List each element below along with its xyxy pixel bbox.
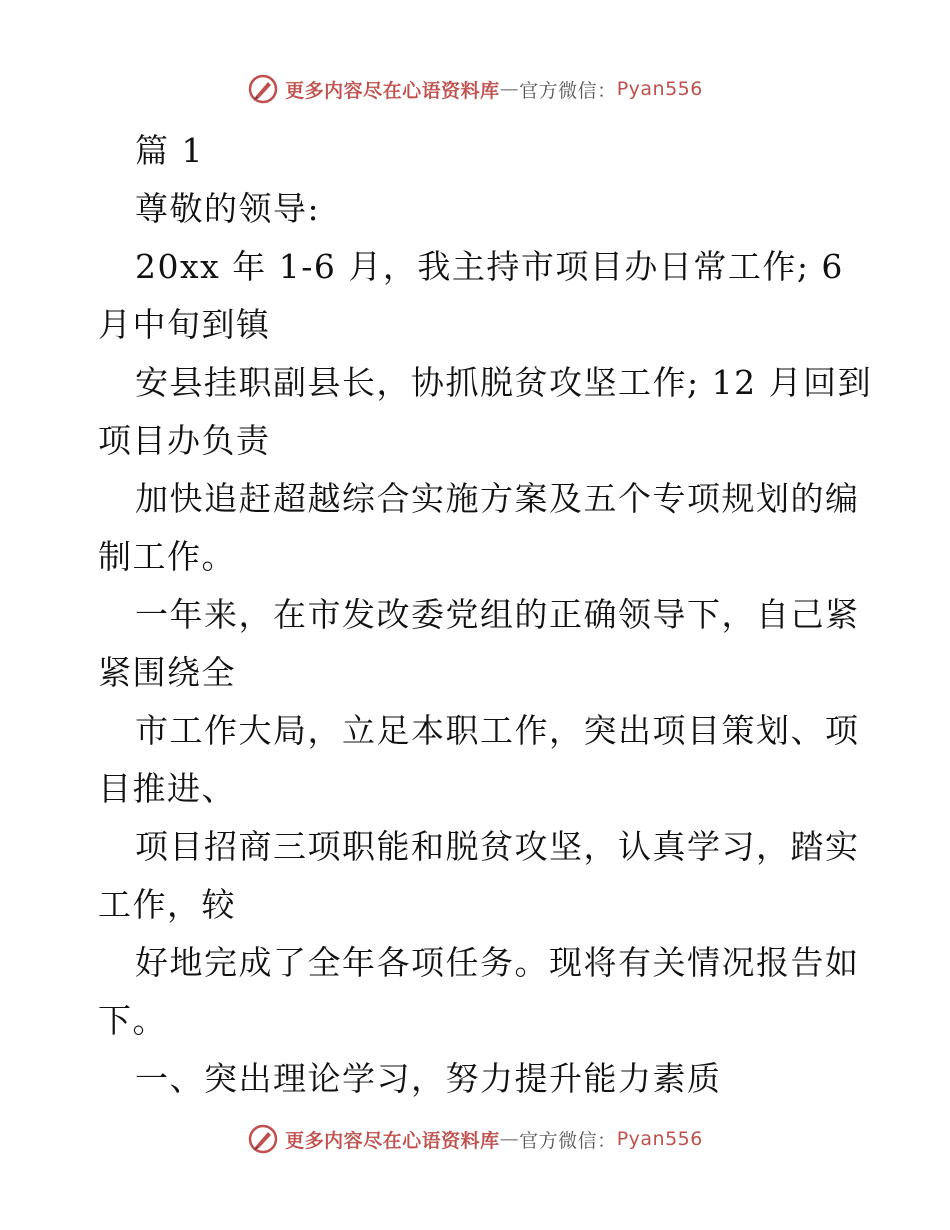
- text-line: 目推进、: [98, 769, 236, 808]
- text-line: 制工作。: [98, 537, 236, 576]
- text-line: 项目办负责: [98, 421, 271, 460]
- text-line: 紧围绕全: [98, 653, 236, 692]
- text-line: 一年来，在市发改委党组的正确领导下，自己紧: [135, 595, 860, 634]
- watermark-id: Pyan556: [616, 78, 703, 100]
- watermark-dash: —: [499, 1128, 520, 1150]
- footer-watermark: [0, 1122, 950, 1156]
- watermark-name: 更多内容尽在心语资料库: [285, 1129, 500, 1152]
- watermark-id: Pyan556: [616, 1128, 703, 1150]
- text-line: 项目招商三项职能和脱贫攻坚，认真学习，踏实: [135, 827, 860, 866]
- text-line: 下。: [98, 1001, 167, 1040]
- pen-logo-icon: [247, 1123, 279, 1155]
- text-line: 尊敬的领导:: [135, 189, 321, 228]
- text-line: 加快追赶超越综合实施方案及五个专项规划的编: [135, 479, 860, 518]
- text-line: 安县挂职副县长，协抓脱贫攻坚工作; 12 月回到: [135, 363, 873, 402]
- text-line: 20xx 年 1-6 月，我主持市项目办日常工作; 6: [135, 247, 844, 286]
- text-line: 月中旬到镇: [98, 305, 271, 344]
- document-body: [98, 122, 873, 1108]
- pen-logo-icon: [247, 73, 279, 105]
- watermark-dash: —: [499, 78, 520, 100]
- text-line: 市工作大局，立足本职工作，突出项目策划、项: [135, 711, 860, 750]
- watermark-label: 官方微信：: [519, 79, 617, 102]
- text-line: 工作，较: [98, 885, 236, 924]
- header-watermark: [0, 72, 950, 106]
- watermark-label: 官方微信：: [519, 1129, 617, 1152]
- text-line: 好地完成了全年各项任务。现将有关情况报告如: [135, 943, 860, 982]
- watermark-name: 更多内容尽在心语资料库: [285, 79, 500, 102]
- section-heading: 一、突出理论学习，努力提升能力素质: [135, 1059, 722, 1098]
- text-line: 篇 1: [135, 131, 204, 170]
